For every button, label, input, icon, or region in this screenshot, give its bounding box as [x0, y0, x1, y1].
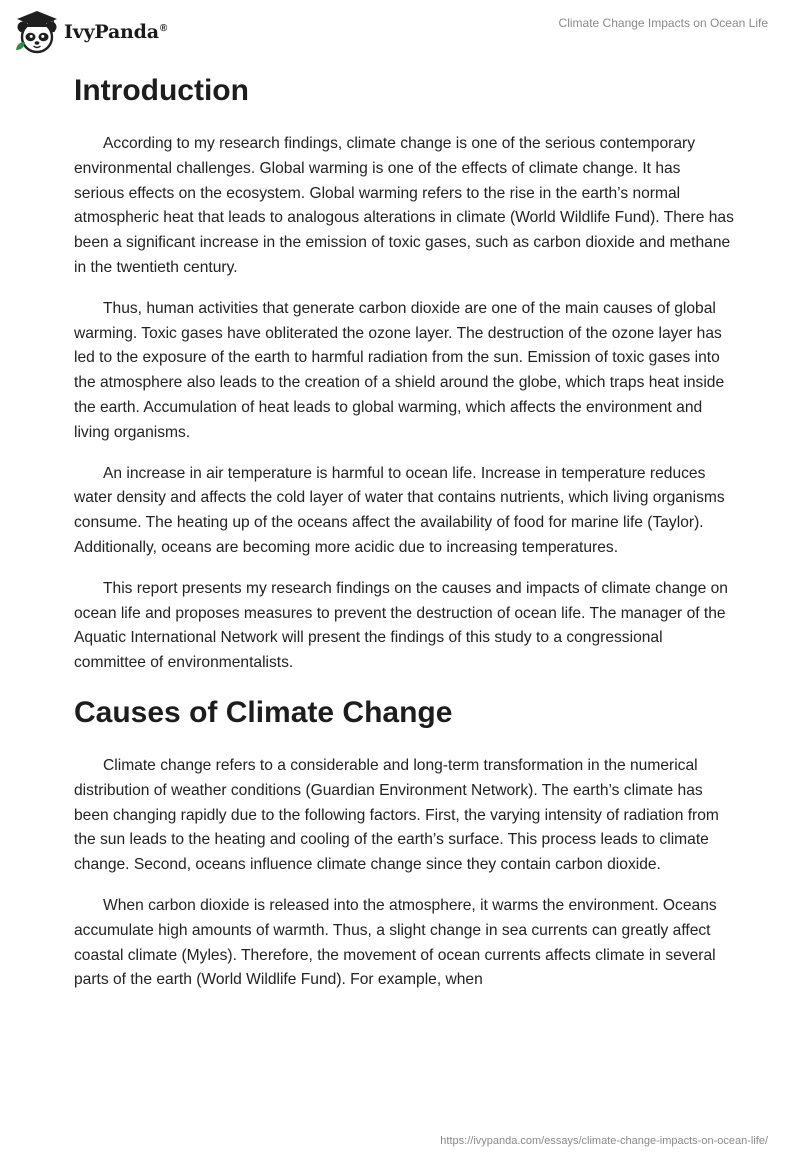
document-title: Climate Change Impacts on Ocean Life	[558, 16, 768, 30]
paragraph: Climate change refers to a considerable and long-term transformation in the numerical distribution of weather conditions (Guardian Environment Network). The earth’s climate has been changing rapidly due to the following factors. First, the varying intensity of radiation from the sun leads to the heating and cooling of the earth’s surface. This process leads to climate change. Second, oceans influence climate change since they contain carbon dioxide.	[74, 756, 719, 874]
registered-mark: ®	[159, 22, 168, 34]
paragraph: Thus, human activities that generate carbon dioxide are one of the main causes of global warming. Toxic gases have obliterated the ozone layer. The destruction of the ozone layer has led to the exposure of the earth to harmful radiation from the sun. Emission of toxic gases into the atmosphere also leads to the creation of a shield around the globe, which traps heat inside the earth. Accumulation of heat leads to global warming, which affects the environment and living organisms.	[74, 299, 725, 441]
essay-body	[74, 70, 734, 1009]
ivypanda-logo[interactable]	[14, 10, 167, 54]
paragraph: An increase in air temperature is harmful to ocean life. Increase in temperature reduces water density and affects the cold layer of water that contains nutrients, which living organisms consume. The heating up of the oceans affect the availability of food for marine life (Taylor). Additionally, oceans are becoming more acidic due to increasing temperatures.	[74, 464, 725, 556]
logo-brand-name	[64, 21, 167, 43]
page-header	[0, 0, 800, 60]
panda-logo-icon	[14, 10, 60, 54]
heading-causes-of-climate-change: Causes of Climate Change	[74, 695, 453, 729]
heading-introduction: Introduction	[74, 74, 249, 107]
paragraph: When carbon dioxide is released into the atmosphere, it warms the environment. Oceans accumulate high amounts of warmth. Thus, a slight change in sea currents can greatly affect coastal climate (Myles). Therefore, the movement of ocean currents affects climate in several parts of the earth (World Wildlife Fund). For example, when	[74, 896, 717, 989]
logo-brand-text: IvyPanda	[64, 21, 159, 43]
paragraph: According to my research findings, climate change is one of the serious contemporary environmental challenges. Global warming is one of the effects of climate change. It has serious effects on the ecosystem. Global warming refers to the rise in the earth’s normal atmospheric heat that leads to analogous alterations in climate (World Wildlife Fund). There has been a significant increase in the emission of toxic gases, such as carbon dioxide and methane in the twentieth century.	[74, 135, 734, 276]
paragraph: This report presents my research findings on the causes and impacts of climate change on ocean life and proposes measures to prevent the destruction of ocean life. The manager of the Aquatic International Network will present the findings of this study to a congressional committee of environmentalists.	[74, 579, 728, 672]
source-url[interactable]: https://ivypanda.com/essays/climate-change-impacts-on-ocean-life/	[440, 1135, 768, 1147]
